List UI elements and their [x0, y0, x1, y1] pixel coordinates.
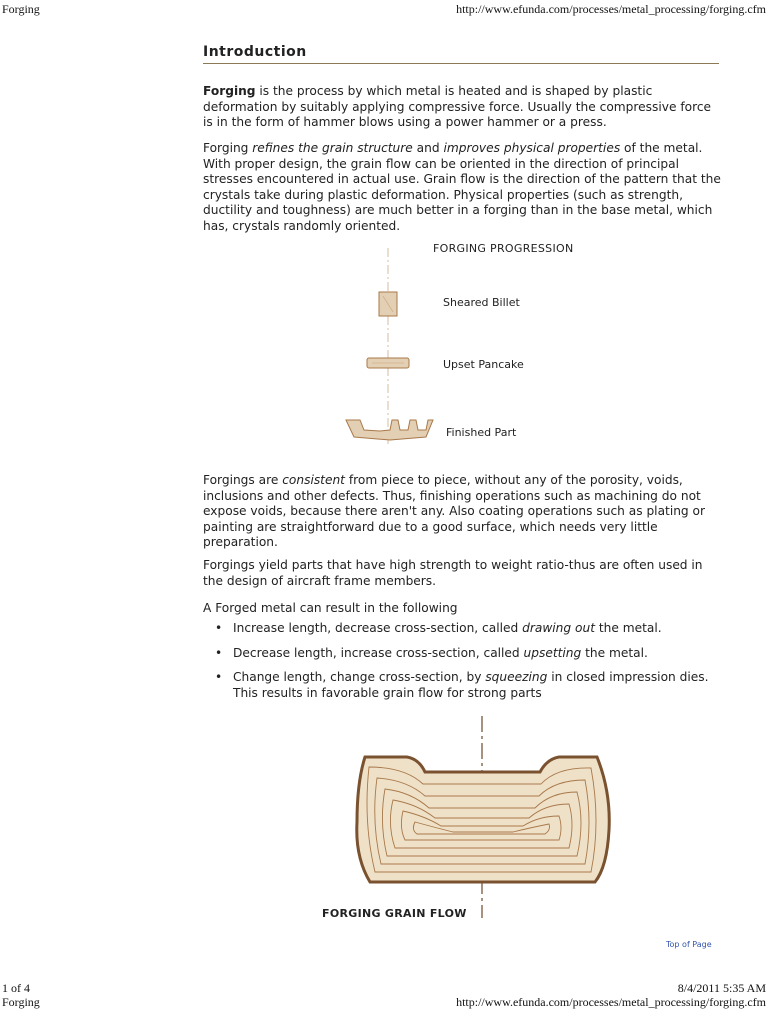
list-item — [203, 621, 721, 637]
forging-progression-sketch — [340, 240, 590, 450]
list-item — [203, 670, 721, 701]
term-forging: Forging — [203, 84, 256, 98]
paragraph-consistency — [203, 473, 721, 551]
footer-url[interactable]: http://www.efunda.com/processes/metal_processing/forging.cfm — [456, 995, 766, 1009]
text-run: Forgings are — [203, 473, 283, 487]
footer-page-count: 1 of 4 — [2, 981, 30, 995]
emphasis: refines the grain structure — [252, 141, 413, 155]
text-run: in closed impression dies. This results in favorable grain flow for strong parts — [233, 670, 709, 700]
emphasis: upsetting — [523, 645, 582, 660]
footer-title: Forging — [2, 995, 40, 1009]
label-finished-part: Finished Part — [446, 426, 517, 439]
grain-flow-title: FORGING GRAIN FLOW — [322, 907, 467, 920]
text-run: Increase length, decrease cross-section, called — [233, 621, 523, 635]
text-run: Change length, change cross-section, by — [233, 670, 486, 684]
footer-timestamp: 8/4/2011 5:35 AM — [677, 981, 766, 995]
forging-results-list — [203, 621, 721, 710]
text-run: the metal. — [594, 621, 662, 635]
header-url[interactable]: http://www.efunda.com/processes/metal_processing/forging.cfm — [456, 2, 766, 16]
top-of-page-link[interactable]: Top of Page — [666, 940, 712, 949]
text-run: and — [412, 141, 444, 155]
text-run: is the process by which metal is heated and is shaped by plastic deformation by suitably applying compressive force. Usually the compressive force is in the form of hammer blows using a power hammer or a press. — [203, 84, 712, 129]
paragraph-list-intro: A Forged metal can result in the following — [203, 601, 458, 615]
emphasis: consistent — [282, 473, 345, 487]
paragraph-strength: Forgings yield parts that have high strength to weight ratio-thus are often used in the design of aircraft frame members. — [203, 558, 703, 588]
text-run: Decrease length, increase cross-section, called — [233, 645, 524, 660]
paragraph-definition — [203, 84, 721, 131]
section-title: Introduction — [203, 44, 719, 64]
emphasis: improves physical properties — [443, 141, 621, 155]
emphasis: squeezing — [485, 670, 548, 684]
text-run: from piece to piece, without any of the porosity, voids, inclusions and other defects. Thus, finishing operations such as machining do not expose voids, because there aren't any. Also coating operations such as plating or painting are straightforward due to a good surface, which needs very little preparation. — [203, 473, 706, 549]
text-run: of the metal. With proper design, the grain flow can be oriented in the direction of principal stresses encountered in actual use. Grain flow is the direction of the pattern that the crystals take during plastic deformation. Physical properties (such as strength, ductility and toughness) are much better in a forging than in the base metal, which has, crystals randomly oriented. — [203, 141, 721, 233]
emphasis: drawing out — [522, 621, 595, 635]
label-upset-pancake: Upset Pancake — [443, 358, 524, 371]
progression-title: FORGING PROGRESSION — [433, 242, 574, 255]
header-title: Forging — [2, 2, 40, 16]
grain-flow-sketch — [345, 712, 615, 922]
paragraph-grain-structure — [203, 141, 721, 234]
text-run: the metal. — [581, 645, 648, 660]
list-item — [203, 646, 721, 662]
text-run: Forging — [203, 141, 253, 155]
label-sheared-billet: Sheared Billet — [443, 296, 520, 309]
